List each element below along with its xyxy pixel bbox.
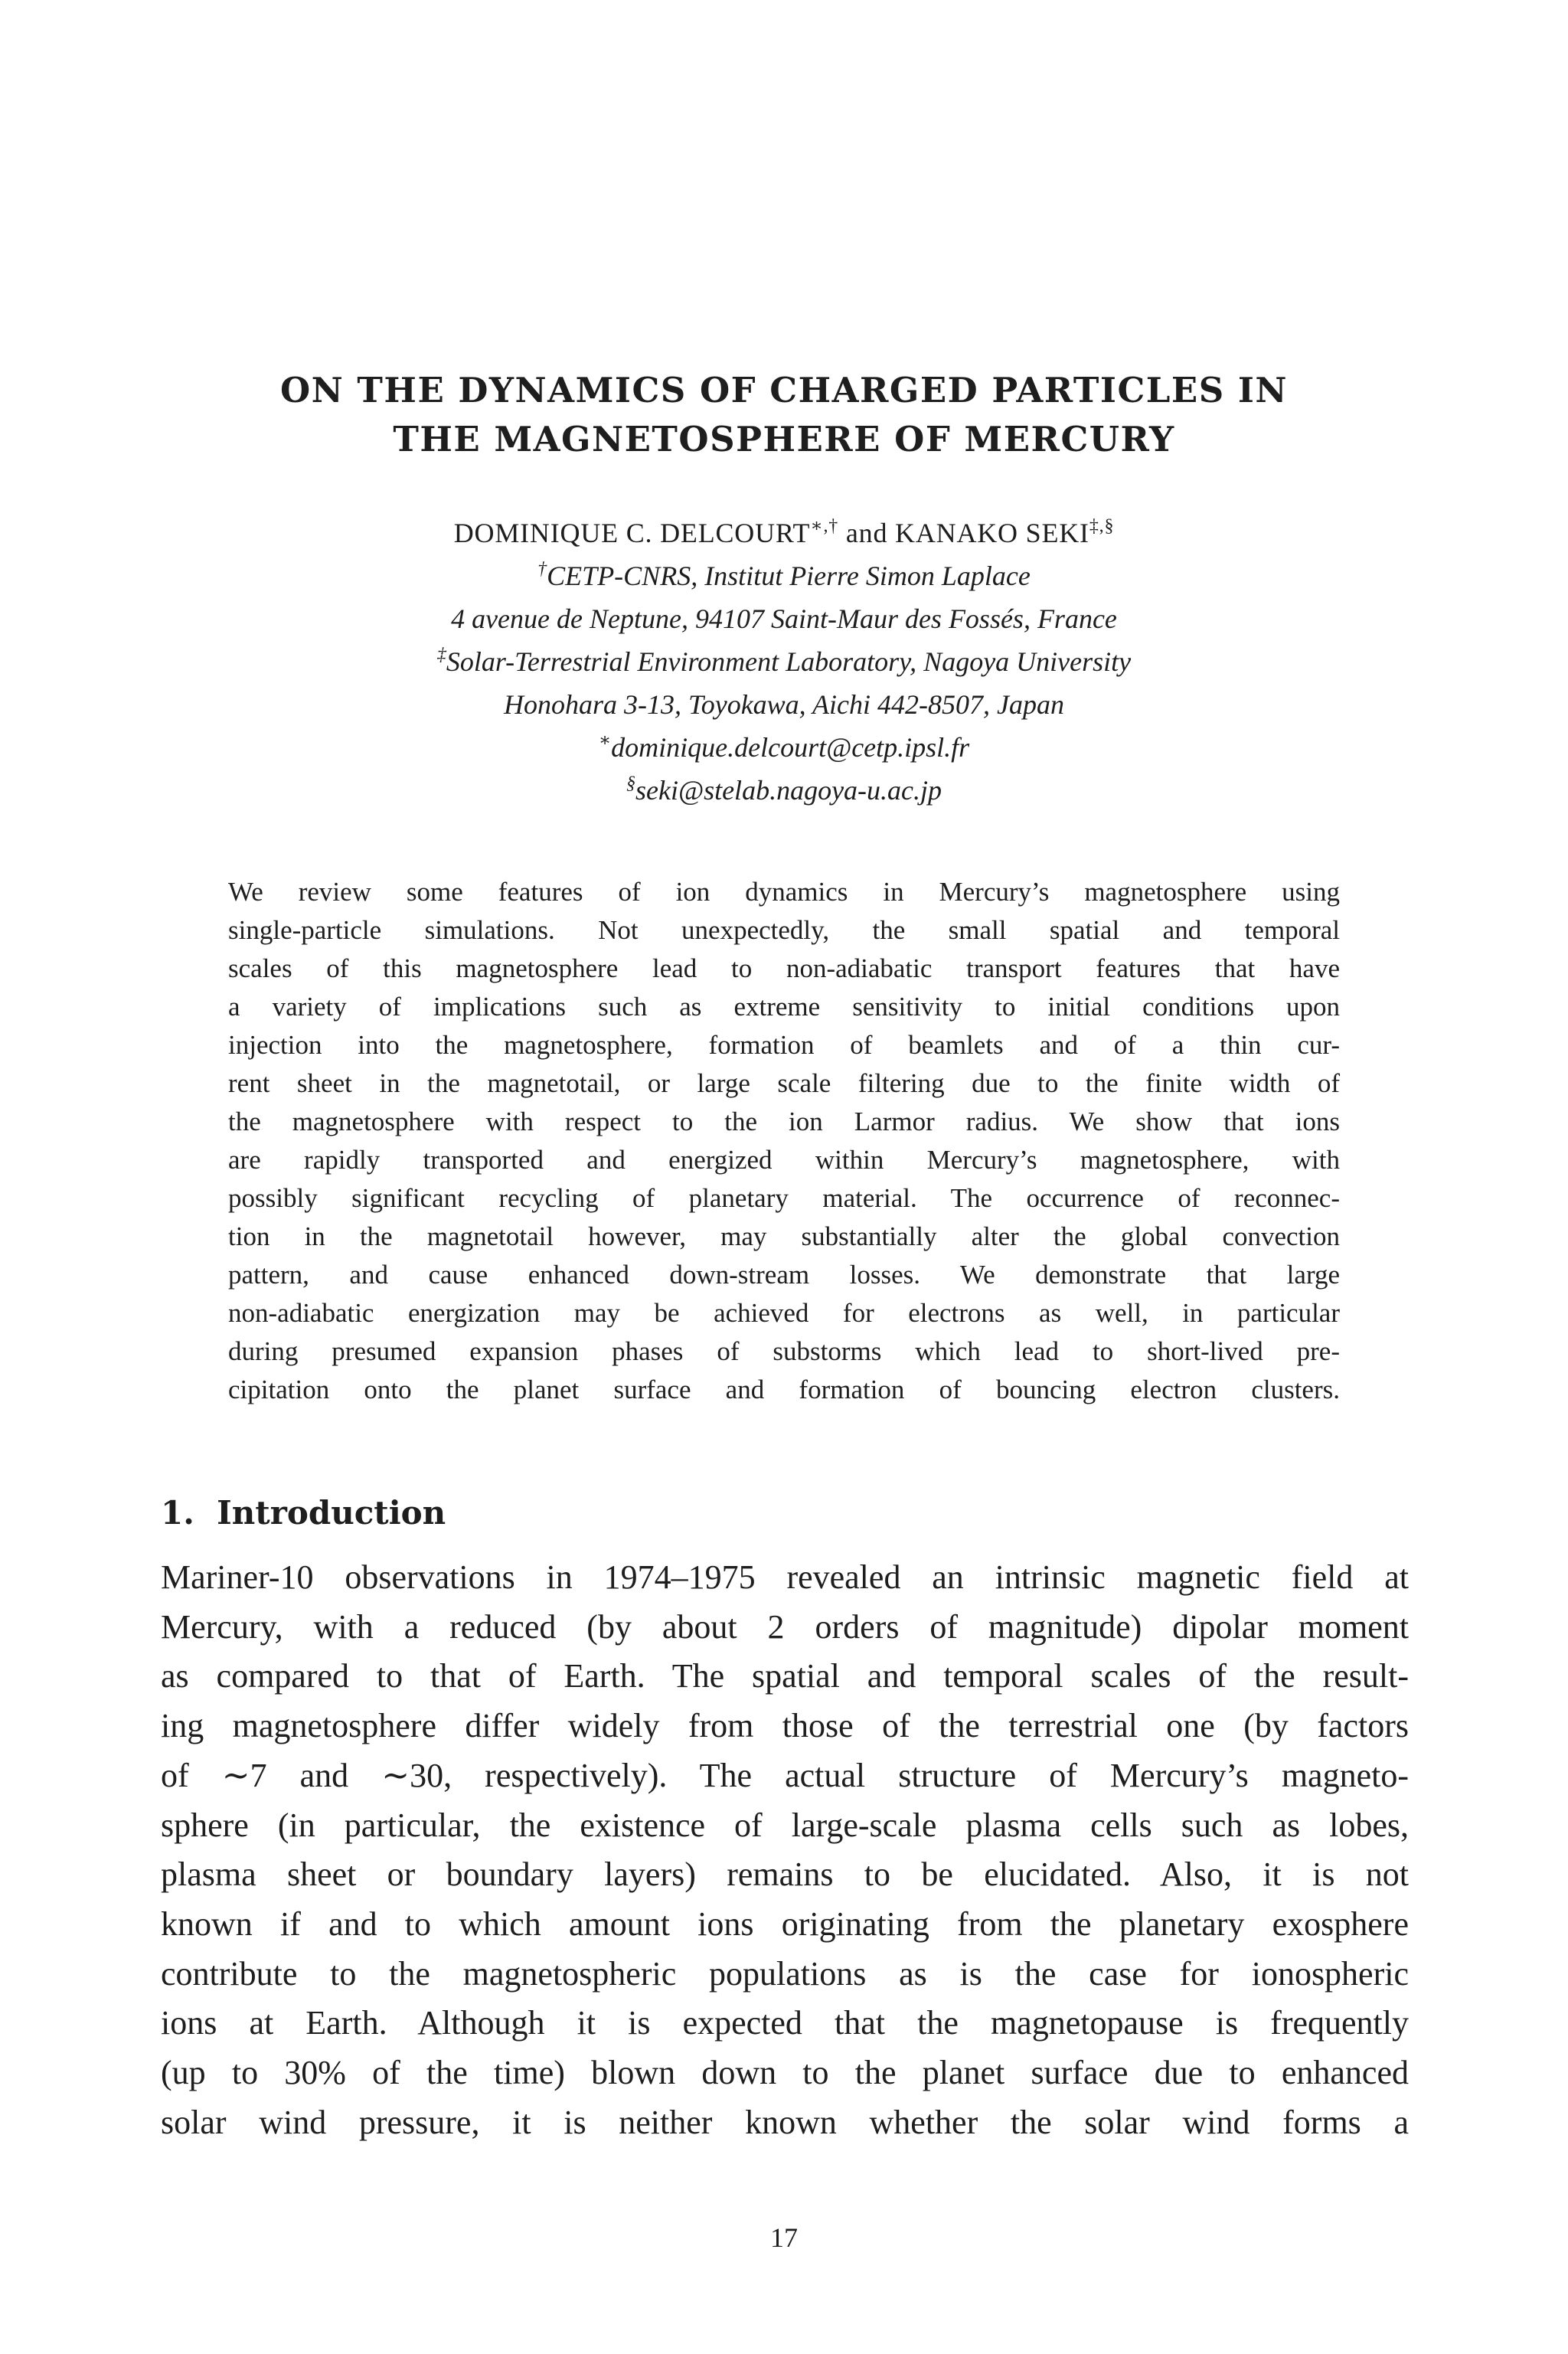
email-address[interactable]: seki@stelab.nagoya-u.ac.jp [635,775,942,806]
abstract-line: possibly significant recycling of planetary material. The occurrence of reconnec- [228,1183,1340,1213]
author-block [168,512,1400,812]
title-line: THE MAGNETOSPHERE OF MERCURY [393,419,1175,459]
affiliation-line: Honohara 3-13, Toyokawa, Aichi 442-8507, Japan [504,689,1064,720]
body-line: ions at Earth. Although it is expected that the magnetopause is frequently [161,2004,1409,2042]
affiliation-mark: ‡ [436,645,446,665]
email-line [168,726,1400,769]
body-line: plasma sheet or boundary layers) remains to be elucidated. Also, it is not [161,1855,1409,1894]
body-line: known if and to which amount ions originating from the planetary exosphere [161,1904,1409,1943]
body-line: Mercury, with a reduced (by about 2 orders of magnitude) dipolar moment [161,1607,1409,1646]
body-line: of ∼7 and ∼30, respectively). The actual structure of Mercury’s magneto- [161,1756,1409,1794]
body-line: sphere (in particular, the existence of large-scale plasma cells such as lobes, [161,1806,1409,1844]
affiliation-line [168,554,1400,597]
email-address[interactable]: dominique.delcourt@cetp.ipsl.fr [611,732,970,763]
section-heading [161,1490,446,1536]
body-line: Mariner-10 observations in 1974–1975 revealed an intrinsic magnetic field at [161,1558,1409,1596]
affiliation-text: Solar-Terrestrial Environment Laboratory, Nagoya University [446,646,1132,677]
abstract-line: We review some features of ion dynamics in Mercury’s magnetosphere using [228,877,1340,907]
abstract-line: are rapidly transported and energized within Mercury’s magnetosphere, with [228,1145,1340,1175]
author-marks: ‡,§ [1089,516,1115,536]
affiliation-line: 4 avenue de Neptune, 94107 Saint-Maur des Fossés, France [451,603,1117,634]
abstract-line: pattern, and cause enhanced down-stream losses. We demonstrate that large [228,1260,1340,1290]
abstract-line: during presumed expansion phases of substorms which lead to short-lived pre- [228,1336,1340,1366]
abstract-line: the magnetosphere with respect to the ion Larmor radius. We show that ions [228,1107,1340,1136]
body-line: (up to 30% of the time) blown down to the planet surface due to enhanced [161,2054,1409,2092]
abstract-line: rent sheet in the magnetotail, or large scale filtering due to the finite width of [228,1068,1340,1098]
abstract-line: cipitation onto the planet surface and formation of bouncing electron clusters. [228,1375,1340,1404]
title-line: ON THE DYNAMICS OF CHARGED PARTICLES IN [279,370,1289,410]
author-marks: ∗,† [810,516,839,536]
author-name: DOMINIQUE C. DELCOURT [453,518,811,548]
abstract-line: non-adiabatic energization may be achieved for electrons as well, in particular [228,1298,1340,1328]
body-line: ing magnetosphere differ widely from those of the terrestrial one (by factors [161,1707,1409,1745]
author-conjunction: and [838,518,896,548]
email-line [168,769,1400,812]
body-line: contribute to the magnetospheric populations as is the case for ionospheric [161,1954,1409,1993]
affiliation-mark: † [537,559,547,579]
email-mark: ∗ [598,731,612,750]
author-name: KANAKO SEKI [895,518,1089,548]
body-line: solar wind pressure, it is neither known whether the solar wind forms a [161,2103,1409,2141]
page-number: 17 [770,2222,798,2253]
abstract-line: tion in the magnetotail however, may substantially alter the global convection [228,1221,1340,1251]
section-title: Introduction [217,1494,446,1532]
abstract-line: scales of this magnetosphere lead to non-adiabatic transport features that have [228,953,1340,983]
abstract-line: injection into the magnetosphere, formation of beamlets and of a thin cur- [228,1030,1340,1060]
introduction-body [161,1553,1409,2147]
body-line: as compared to that of Earth. The spatial and temporal scales of the result- [161,1657,1409,1695]
abstract-line: single-particle simulations. Not unexpectedly, the small spatial and temporal [228,915,1340,945]
author-line [168,512,1400,554]
paper-title [168,366,1400,464]
email-mark: § [626,773,635,793]
affiliation-line [168,640,1400,683]
abstract-line: a variety of implications such as extreme sensitivity to initial conditions upon [228,992,1340,1022]
section-number: 1. [161,1494,194,1532]
affiliation-text: CETP-CNRS, Institut Pierre Simon Laplace [547,561,1031,591]
abstract [228,873,1340,1409]
